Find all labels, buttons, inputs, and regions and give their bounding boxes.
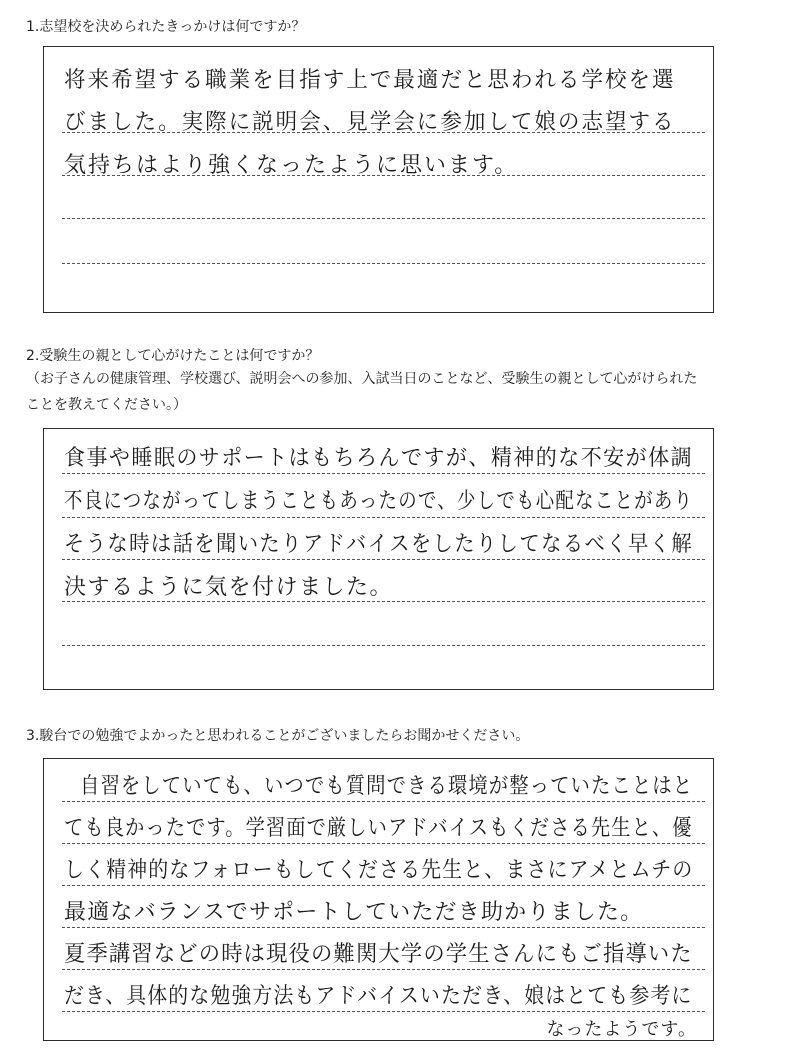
question-2-subtitle-1: （お子さんの健康管理、学校選び、説明会への参加、入試当日のことなど、受験生の親として心がけられた <box>26 371 698 387</box>
ruled-line <box>62 843 705 844</box>
answer-1-line-1: 将来希望する職業を目指す上で最適だと思われる学校を選 <box>64 68 676 93</box>
ruled-line <box>62 473 705 474</box>
answer-2-line-1: 食事や睡眠のサポートはもちろんですが、精神的な不安が体調 <box>64 446 694 471</box>
ruled-line <box>62 601 705 602</box>
ruled-line <box>62 969 705 970</box>
ruled-line <box>62 517 705 518</box>
ruled-line <box>62 885 705 886</box>
answer-1-line-2: びました。実際に説明会、見学会に参加して娘の志望する <box>64 110 676 135</box>
ruled-line <box>62 801 705 802</box>
answer-3-line-1: 自習をしていても、いつでも質問できる環境が整っていたことはと <box>80 774 694 799</box>
answer-3-line-7: なったようです。 <box>546 1019 697 1040</box>
answer-box-1 <box>43 46 714 313</box>
ruled-line <box>62 559 705 560</box>
answer-2-line-2: 不良につながってしまうこともあったので、少しでも心配なことがあり <box>64 489 694 514</box>
ruled-line <box>62 263 705 264</box>
answer-2-line-3: そうな時は話を聞いたりアドバイスをしたりしてなるべく早く解 <box>64 532 694 557</box>
answer-box-3 <box>43 758 714 1041</box>
ruled-line <box>62 645 705 646</box>
question-2-subtitle-2: ことを教えてください。） <box>26 397 187 413</box>
answer-3-line-3: しく精神的なフォローもしてくださる先生と、まさにアメとムチの <box>64 858 694 883</box>
answer-2-line-4: 決するように気を付けました。 <box>64 575 394 600</box>
ruled-line <box>62 218 705 219</box>
question-2-title: 2.受験生の親として心がけたことは何ですか？ <box>26 348 320 364</box>
answer-3-line-2: ても良かったです。学習面で厳しいアドバイスもくださる先生と、優 <box>64 816 693 841</box>
ruled-line <box>62 927 705 928</box>
answer-3-line-6: だき、具体的な勉強方法もアドバイスいただき、娘はとても参考に <box>64 984 693 1009</box>
answer-box-2 <box>43 428 714 690</box>
ruled-line <box>62 1011 705 1012</box>
answer-3-line-4: 最適なバランスでサポートしていただき助かりました。 <box>64 900 644 925</box>
answer-3-line-5: 夏季講習などの時は現役の難関大学の学生さんにもご指導いた <box>64 942 693 967</box>
question-3-title: 3.駿台での勉強でよかったと思われることがございましたらお聞かせください。 <box>26 728 530 744</box>
question-1-title: 1.志望校を決められたきっかけは何ですか？ <box>26 19 306 35</box>
answer-1-line-3: 気持ちはより強くなったように思います。 <box>64 153 519 178</box>
